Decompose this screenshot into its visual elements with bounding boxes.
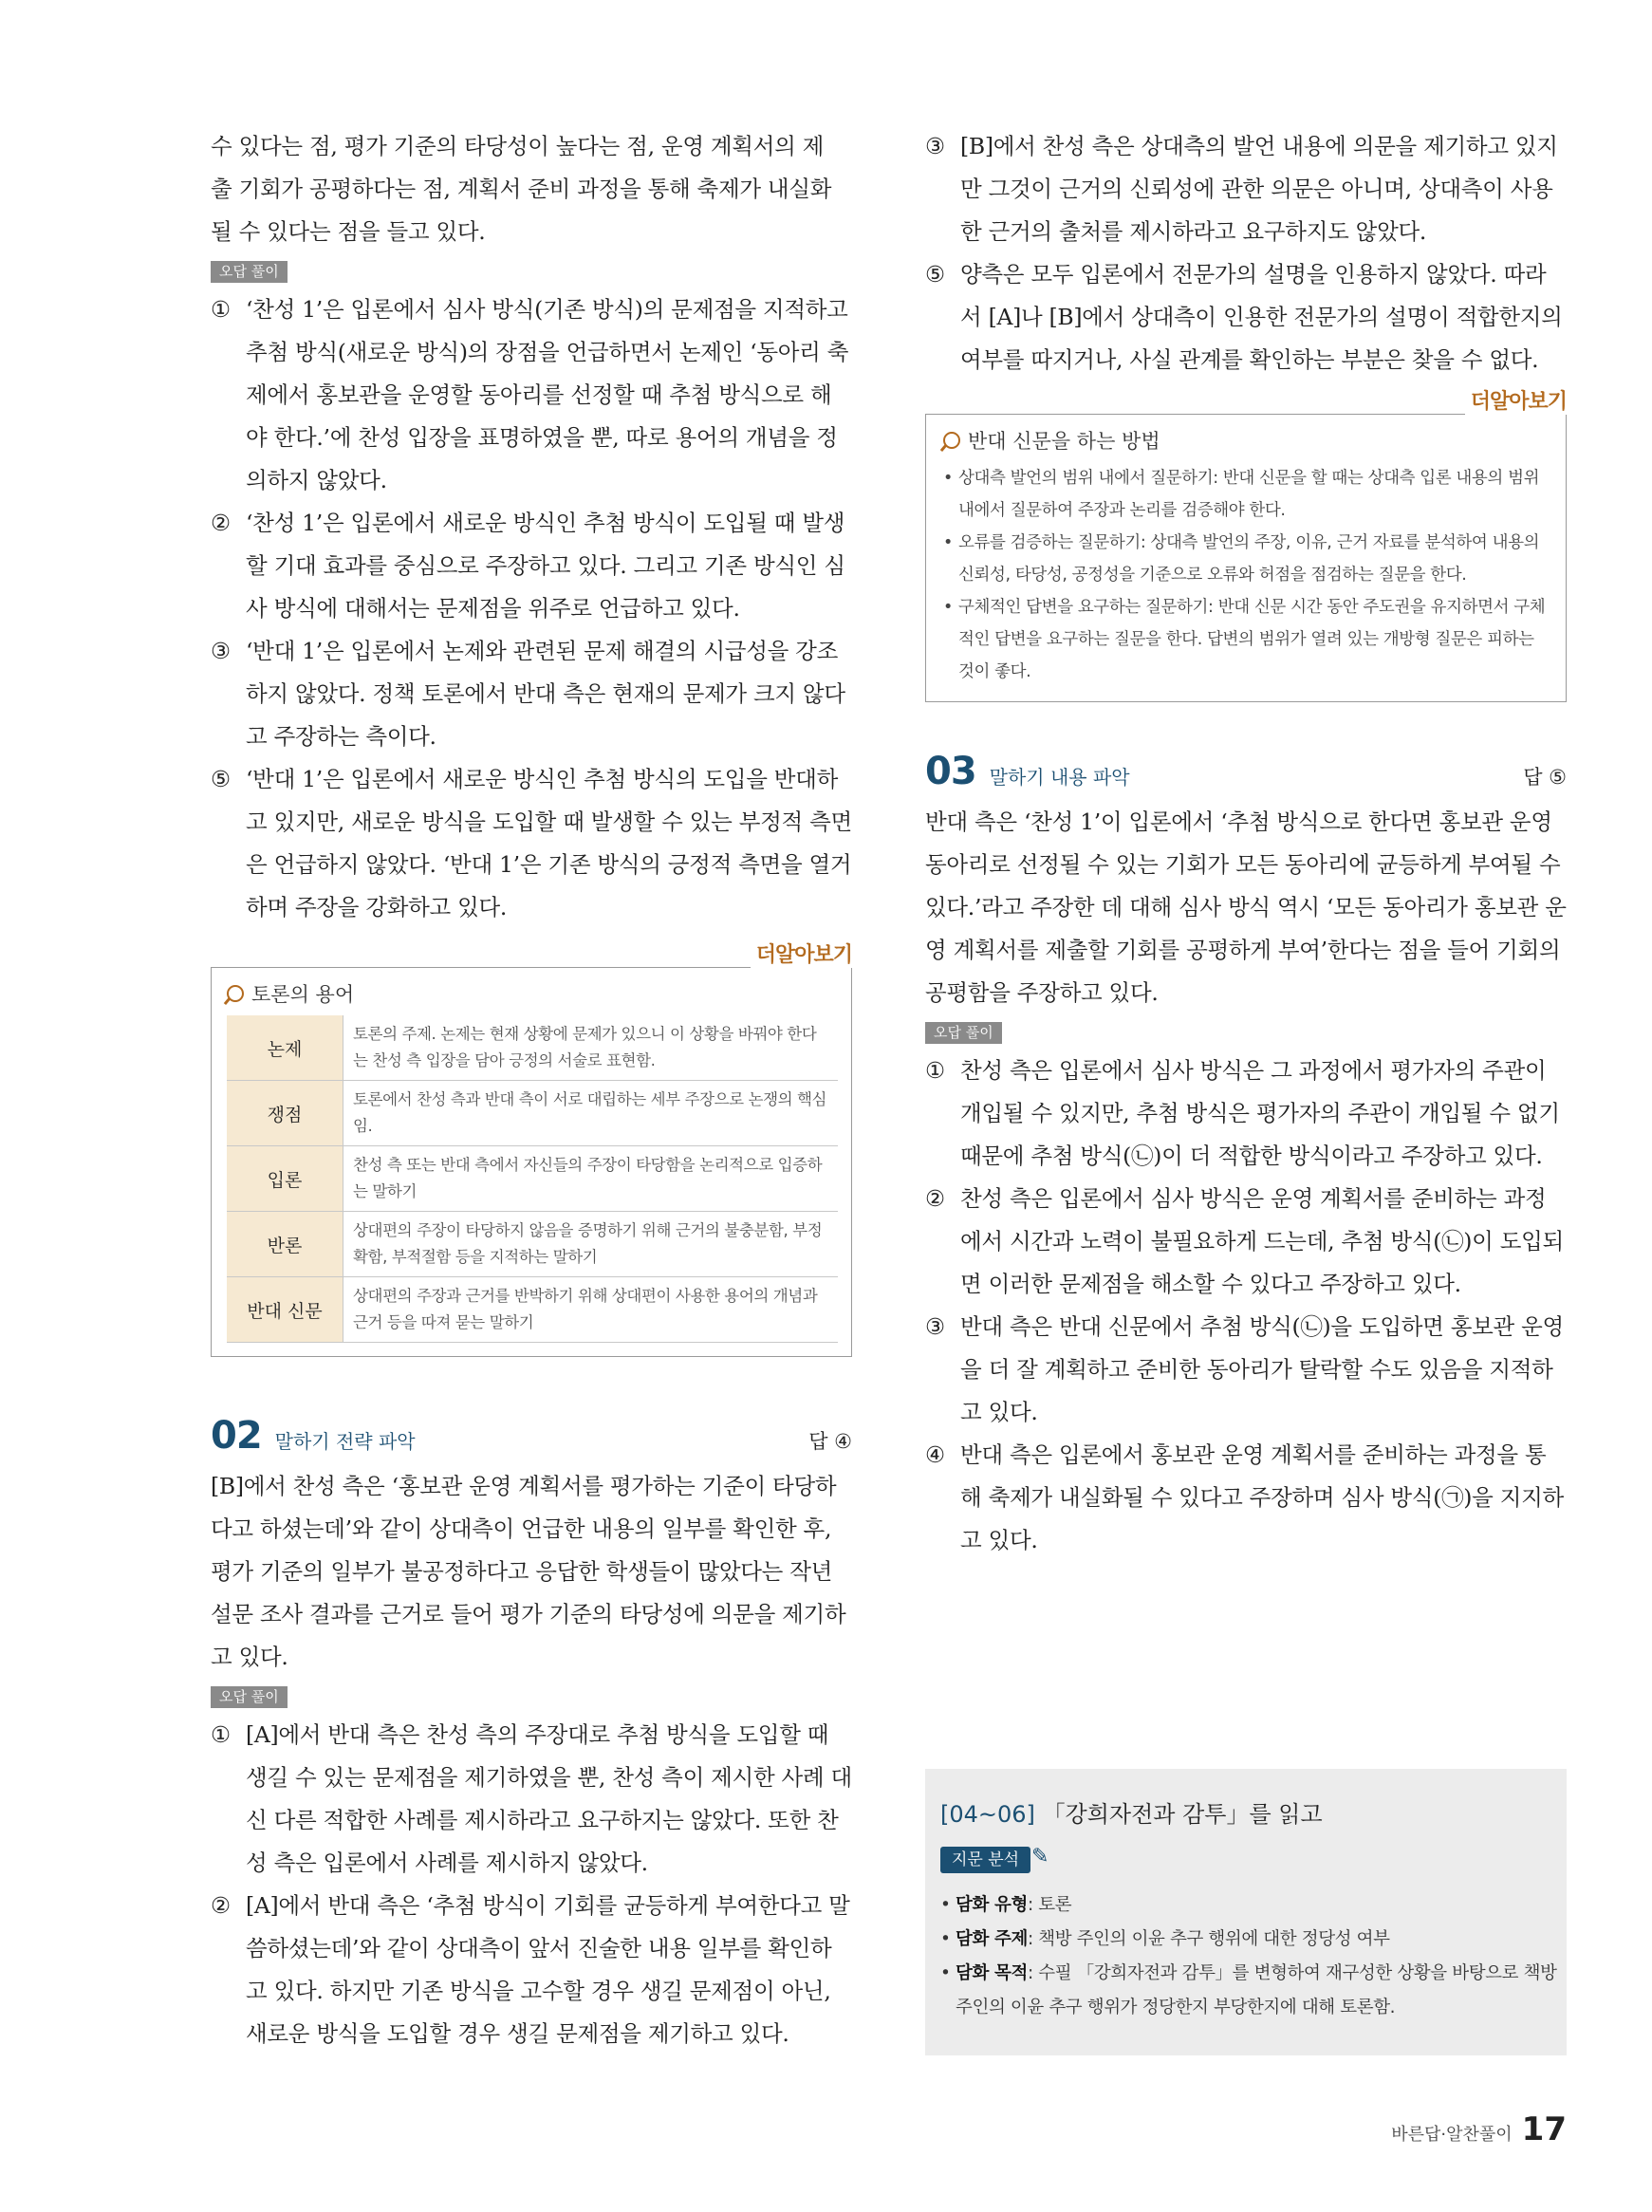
summary-title: [04~06] 「강희자전과 감투」를 읽고 — [940, 1801, 1323, 1828]
question-number: 03 — [925, 750, 976, 793]
list-item: • 상대측 발언의 범위 내에서 질문하기: 반대 신문을 할 때는 상대측 입론 내용의 범위 내에서 질문하여 주장과 논리를 검증해야 한다. — [943, 469, 1540, 520]
wrong-answer-tag: 오답 풀이 — [925, 1022, 1002, 1044]
list-item: • 구체적인 답변을 요구하는 질문하기: 반대 신문 시간 동안 주도권을 유지하면서 구체적인 답변을 요구하는 질문을 한다. 답변의 범위가 열려 있는 개방형 질문은 피하는 것이 좋다. — [943, 598, 1546, 681]
intro-line: 출 기회가 공평하다는 점, 계획서 준비 과정을 통해 축제가 내실화 — [211, 176, 832, 202]
cross-box-title: 반대 신문을 하는 방법 — [968, 430, 1160, 453]
wrong-answer-tag: 오답 풀이 — [211, 1686, 288, 1708]
magnifier-icon — [943, 432, 960, 449]
question-title: 말하기 내용 파악 — [989, 766, 1130, 789]
answer-label: 답 ④ — [808, 1430, 852, 1453]
terms-table — [227, 1015, 838, 1343]
intro-line: 될 수 있다는 점을 들고 있다. — [211, 218, 486, 245]
more-label: 더알아보기 — [1465, 385, 1567, 415]
question-02-header — [211, 1414, 852, 1458]
table-row: 논제 토론의 주제. 논제는 현재 상황에 문제가 있으니 이 상황을 바꿔야 한다는 찬성 측 입장을 담아 긍정의 서술로 표현함. — [227, 1015, 838, 1081]
question-title: 말하기 전략 파악 — [274, 1430, 416, 1453]
list-item: ⑤ ‘반대 1’은 입론에서 새로운 방식인 추첨 방식의 도입을 반대하고 있지만, 새로운 방식을 도입할 때 발생할 수 있는 부정적 측면은 언급하지 않았다. ‘반대 1’은 기존 방식의 긍정적 측면을 열거하며 주장을 강화하고 있다. — [211, 766, 852, 920]
list-item: ③ ‘반대 1’은 입론에서 논제와 관련된 문제 해결의 시급성을 강조하지 않았다. 정책 토론에서 반대 측은 현재의 문제가 크지 않다고 주장하는 측이다. — [211, 638, 845, 750]
left-column — [211, 125, 852, 2055]
list-item: • 담화 유형: 토론 — [940, 1895, 1072, 1915]
list-item: ③ 반대 측은 반대 신문에서 추첨 방식(㉡)을 도입하면 홍보관 운영을 더 잘 계획하고 준비한 동아리가 탈락할 수도 있음을 지적하고 있다. — [925, 1313, 1564, 1425]
magnifier-icon — [227, 985, 244, 1002]
more-label: 더알아보기 — [751, 939, 852, 968]
list-item: ④ 반대 측은 입론에서 홍보관 운영 계획서를 준비하는 과정을 통해 축제가 내실화될 수 있다고 주장하며 심사 방식(㉠)을 지지하고 있다. — [925, 1441, 1564, 1553]
terms-box-title: 토론의 용어 — [251, 983, 355, 1006]
wrong-answer-tag: 오답 풀이 — [211, 261, 288, 283]
question-02-body: [B]에서 찬성 측은 ‘홍보관 운영 계획서를 평가하는 기준이 타당하다고 하셨는데’와 같이 상대측이 언급한 내용의 일부를 확인한 후, 평가 기준의 일부가 불공정하다고 응답한 학생들이 많았다는 작년 설문 조사 결과를 근거로 들어 평가 기준의 타당성에 의문을 제기하고 있다. — [211, 1473, 846, 1670]
cross-exam-info-box — [925, 390, 1567, 702]
summary-tag: 지문 분석 — [940, 1847, 1030, 1873]
passage-summary-box — [925, 1769, 1567, 2055]
list-item: • 담화 주제: 책방 주인의 이윤 추구 행위에 대한 정당성 여부 — [940, 1929, 1390, 1949]
list-item: ② [A]에서 반대 측은 ‘추첨 방식이 기회를 균등하게 부여한다고 말씀하셨는데’와 같이 상대측이 앞서 진술한 내용 일부를 확인하고 있다. 하지만 기존 방식을 고수할 경우 생길 문제점이 아닌, 새로운 방식을 도입할 경우 생길 문제점을 제기하고 있다. — [211, 1892, 850, 2047]
question-03-header — [925, 750, 1567, 793]
intro-line: 수 있다는 점, 평가 기준의 타당성이 높다는 점, 운영 계획서의 제 — [211, 133, 825, 159]
page-number: 17 — [1521, 2110, 1567, 2148]
table-row: 입론 찬성 측 또는 반대 측에서 자신들의 주장이 타당함을 논리적으로 입증하는 말하기 — [227, 1146, 838, 1212]
list-item: ① ‘찬성 1’은 입론에서 심사 방식(기존 방식)의 문제점을 지적하고 추첨 방식(새로운 방식)의 장점을 언급하면서 논제인 ‘동아리 축제에서 홍보관을 운영할 동아리를 선정할 때 추첨 방식으로 해야 한다.’에 찬성 입장을 표명하였을 뿐, 따로 용어의 개념을 정의하지 않았다. — [211, 296, 849, 493]
question-number: 02 — [211, 1414, 262, 1458]
list-item: • 담화 목적: 수필 「강희자전과 감투」를 변형하여 재구성한 상황을 바탕으로 책방 주인의 이윤 추구 행위가 정당한지 부당한지에 대해 토론함. — [940, 1963, 1557, 2017]
page-footer — [1391, 2110, 1567, 2148]
table-row: 반론 상대편의 주장이 타당하지 않음을 증명하기 위해 근거의 불충분함, 부정확함, 부적절함 등을 지적하는 말하기 — [227, 1212, 838, 1277]
question-03-body: 반대 측은 ‘찬성 1’이 입론에서 ‘추첨 방식으로 한다면 홍보관 운영 동아리로 선정될 수 있는 기회가 모든 동아리에 균등하게 부여될 수 있다.’라고 주장한 데 대해 심사 방식 역시 ‘모든 동아리가 홍보관 운영 계획서를 제출할 기회를 공평하게 부여’한다는 점을 들어 기회의 공평함을 주장하고 있다. — [925, 809, 1567, 1006]
answer-label: 답 ⑤ — [1523, 766, 1567, 789]
right-column — [925, 125, 1567, 1562]
table-row: 반대 신문 상대편의 주장과 근거를 반박하기 위해 상대편이 사용한 용어의 개념과 근거 등을 따져 묻는 말하기 — [227, 1277, 838, 1343]
list-item: ① 찬성 측은 입론에서 심사 방식은 그 과정에서 평가자의 주관이 개입될 수 있지만, 추첨 방식은 평가자의 주관이 개입될 수 없기 때문에 추첨 방식(㉡)이 더 적합한 방식이라고 주장하고 있다. — [925, 1057, 1560, 1169]
list-item: ③ [B]에서 찬성 측은 상대측의 발언 내용에 의문을 제기하고 있지만 그것이 근거의 신뢰성에 관한 의문은 아니며, 상대측이 사용한 근거의 출처를 제시하라고 요구하지도 않았다. — [925, 133, 1558, 245]
footer-book-title: 바른답·알찬풀이 — [1391, 2125, 1513, 2145]
pencil-icon: ✎ — [1031, 1845, 1049, 1868]
list-item: ② 찬성 측은 입론에서 심사 방식은 운영 계획서를 준비하는 과정에서 시간과 노력이 불필요하게 드는데, 추첨 방식(㉡)이 도입되면 이러한 문제점을 해소할 수 있다고 주장하고 있다. — [925, 1185, 1564, 1297]
list-item: ① [A]에서 반대 측은 찬성 측의 주장대로 추첨 방식을 도입할 때 생길 수 있는 문제점을 제기하였을 뿐, 찬성 측이 제시한 사례 대신 다른 적합한 사례를 제시하라고 요구하지는 않았다. 또한 찬성 측은 입론에서 사례를 제시하지 않았다. — [211, 1721, 852, 1876]
terms-info-box — [211, 943, 852, 1357]
table-row: 쟁점 토론에서 찬성 측과 반대 측이 서로 대립하는 세부 주장으로 논쟁의 핵심임. — [227, 1081, 838, 1146]
list-item: ② ‘찬성 1’은 입론에서 새로운 방식인 추첨 방식이 도입될 때 발생할 기대 효과를 중심으로 주장하고 있다. 그리고 기존 방식인 심사 방식에 대해서는 문제점을 위주로 언급하고 있다. — [211, 510, 845, 622]
list-item: • 오류를 검증하는 질문하기: 상대측 발언의 주장, 이유, 근거 자료를 분석하여 내용의 신뢰성, 타당성, 공정성을 기준으로 오류와 허점을 점검하는 질문을 한다. — [943, 533, 1540, 585]
list-item: ⑤ 양측은 모두 입론에서 전문가의 설명을 인용하지 않았다. 따라서 [A]나 [B]에서 상대측이 인용한 전문가의 설명이 적합한지의 여부를 따지거나, 사실 관계를 확인하는 부분은 찾을 수 없다. — [925, 261, 1563, 373]
